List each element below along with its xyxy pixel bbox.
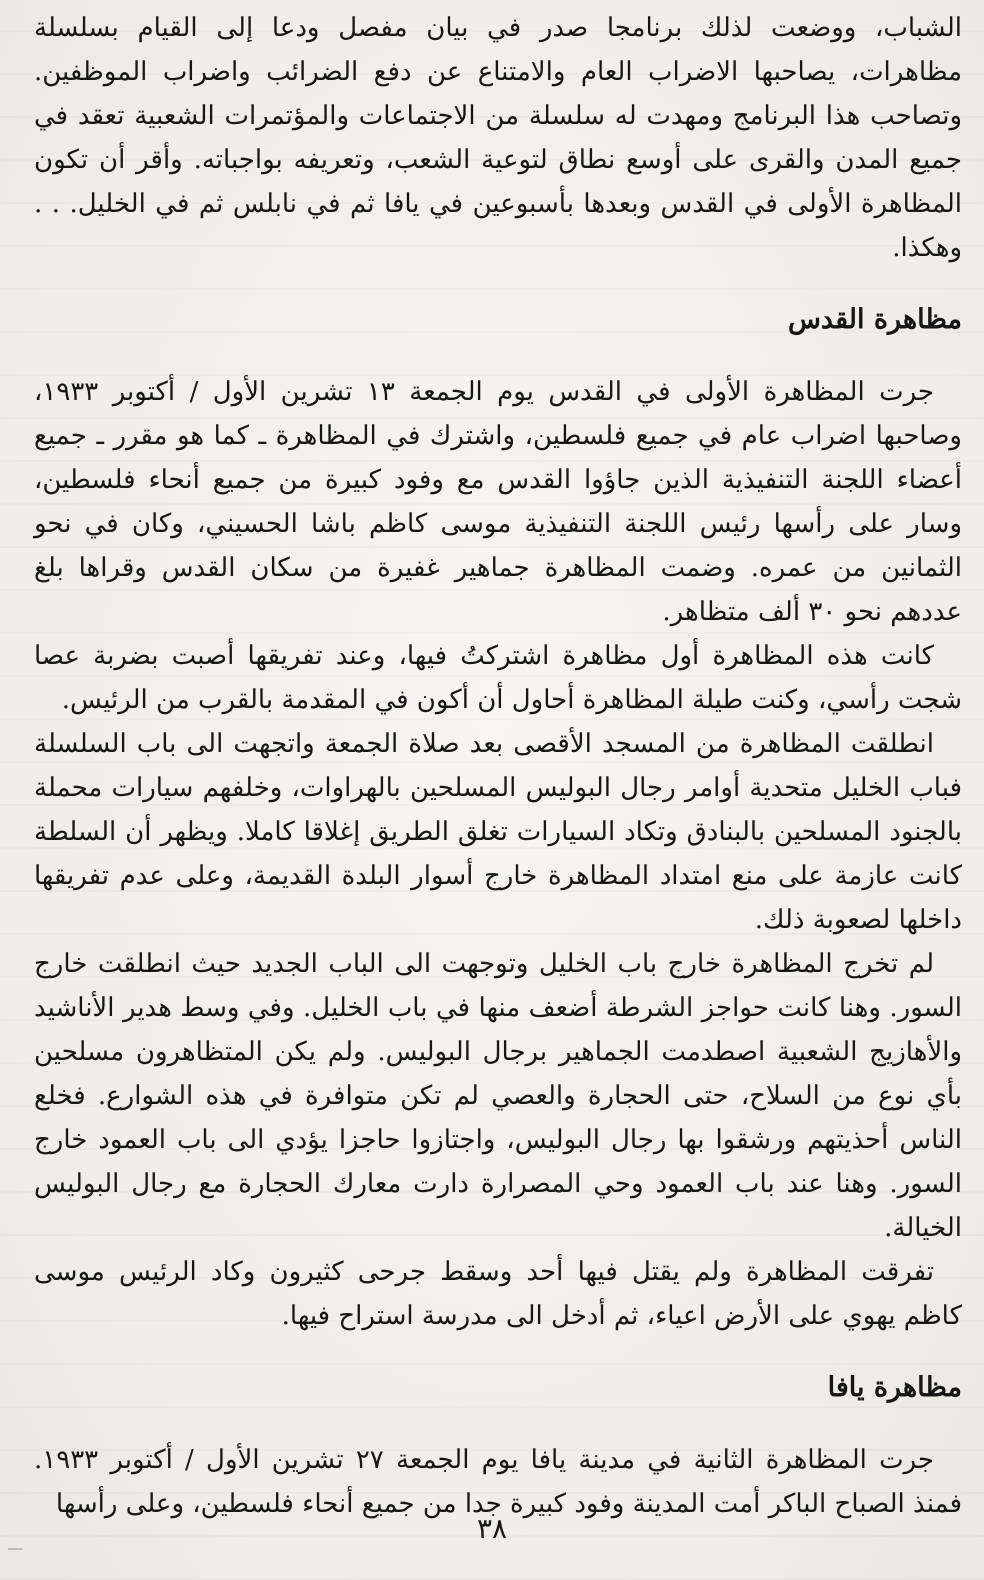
paragraph: تفرقت المظاهرة ولم يقتل فيها أحد وسقط جرحى كثيرون وكاد الرئيس موسى كاظم يهوي على الأرض اعياء، ثم أدخل الى مدرسة استراح فيها. [34, 1257, 962, 1331]
page-number: ٣٨ [476, 1512, 508, 1545]
section-heading: مظاهرة القدس [787, 304, 962, 335]
paragraph: لم تخرج المظاهرة خارج باب الخليل وتوجهت الى الباب الجديد حيث انطلقت خارج السور. وهنا كانت حواجز الشرطة أضعف منها في باب الخليل. وفي وسط هدير الأناشيد والأهازيج الشعبية اصطدمت الجماهير برجال البوليس. ولم يكن المتظاهرون مسلحين بأي نوع من السلاح، حتى الحجارة والعصي لم تكن متوافرة في هذه الشوارع. فخلع الناس أحذيتهم ورشقوا بها رجال البوليس، واجتازوا حاجزا يؤدي الى باب العمود خارج السور. وهنا عند باب العمود وحي المصرارة دارت معارك الحجارة مع رجال البوليس الخيالة. [34, 949, 962, 1243]
paragraph: الشباب، ووضعت لذلك برنامجا صدر في بيان مفصل ودعا إلى القيام بسلسلة مظاهرات، يصاحبها الاضراب العام والامتناع عن دفع الضرائب واضراب الموظفين. وتصاحب هذا البرنامج ومهدت له سلسلة من الاجتماعات والمؤتمرات الشعبية تعقد في جميع المدن والقرى على أوسع نطاق لتوعية الشعب، وتعريفه بواجباته. وأقر أن تكون المظاهرة الأولى في القدس وبعدها بأسبوعين في يافا ثم في نابلس ثم في الخليل. . . وهكذا. [34, 13, 962, 263]
paragraph: جرت المظاهرة الأولى في القدس يوم الجمعة ١٣ تشرين الأول / أكتوبر ١٩٣٣، وصاحبها اضراب عام في جميع فلسطين، واشترك في المظاهرة ـ كما هو مقرر ـ جميع أعضاء اللجنة التنفيذية الذين جاؤوا القدس مع وفود كبيرة من جميع أنحاء فلسطين، وسار على رأسها رئيس اللجنة التنفيذية موسى كاظم باشا الحسيني، وكان في نحو الثمانين من عمره. وضمت المظاهرة جماهير غفيرة من سكان القدس وقراها بلغ عددهم نحو ٣٠ ألف متظاهر. [34, 377, 962, 627]
scan-mark [8, 1548, 22, 1550]
page-body [34, 6, 962, 1526]
paragraph: كانت هذه المظاهرة أول مظاهرة اشتركتُ فيها، وعند تفريقها أصبت بضربة عصا شجت رأسي، وكنت طيلة المظاهرة أحاول أن أكون في المقدمة بالقرب من الرئيس. [34, 641, 962, 715]
section-heading: مظاهرة يافا [827, 1372, 962, 1403]
paragraph: انطلقت المظاهرة من المسجد الأقصى بعد صلاة الجمعة واتجهت الى باب السلسلة فباب الخليل متحدية أوامر رجال البوليس المسلحين بالهراوات، وخلفهم سيارات محملة بالجنود المسلحين بالبنادق وتكاد السيارات تغلق الطريق إغلاقا كاملا. ويظهر أن السلطة كانت عازمة على منع امتداد المظاهرة خارج أسوار البلدة القديمة، وعلى عدم تفريقها داخلها لصعوبة ذلك. [34, 729, 962, 935]
paragraph: جرت المظاهرة الثانية في مدينة يافا يوم الجمعة ٢٧ تشرين الأول / أكتوبر ١٩٣٣. فمنذ الصباح الباكر أمت المدينة وفود كبيرة جدا من جميع أنحاء فلسطين، وعلى رأسها [34, 1445, 962, 1519]
